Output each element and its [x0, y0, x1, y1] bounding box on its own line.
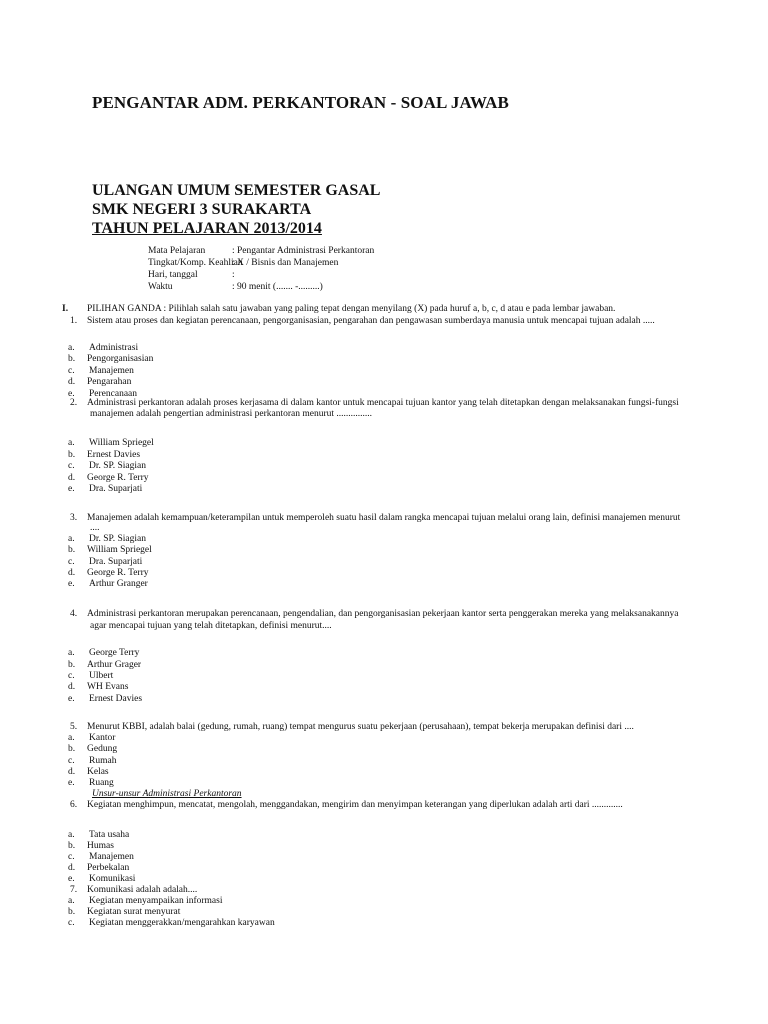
question-text: Komunikasi adalah adalah.... — [87, 885, 198, 895]
option-text: Rumah — [89, 756, 117, 766]
option-letter: d. — [68, 767, 76, 777]
option-letter: c. — [68, 557, 75, 567]
option-text: WH Evans — [87, 682, 129, 692]
option-letter: b. — [68, 841, 76, 851]
option-text: Komunikasi — [89, 874, 136, 884]
subheading: Unsur-unsur Administrasi Perkantoran — [92, 789, 242, 799]
option-letter: e. — [68, 778, 75, 788]
option-letter: a. — [68, 438, 75, 448]
option-letter: a. — [68, 534, 75, 544]
option-letter: d. — [68, 682, 76, 692]
question-number: 5. — [70, 722, 78, 732]
option-text: Kantor — [89, 733, 116, 743]
option-text: Manajemen — [89, 366, 134, 376]
option-letter: e. — [68, 484, 75, 494]
option-letter: a. — [68, 830, 75, 840]
option-text: Pengorganisasian — [87, 354, 154, 364]
option-text: Arthur Grager — [87, 660, 142, 670]
option-text: Dra. Suparjati — [89, 557, 143, 567]
option-letter: b. — [68, 450, 76, 460]
question-text: Sistem atau proses dan kegiatan perencanaan, pengorganisasian, pengarahan dan pengawasan sumberdaya manusia untuk mencapai tujuan adalah ..... — [87, 316, 655, 326]
option-text: Administrasi — [89, 343, 139, 353]
option-letter: b. — [68, 660, 76, 670]
option-text: Kelas — [87, 767, 109, 777]
option-text: George Terry — [89, 648, 140, 658]
question-number: 1. — [70, 316, 78, 326]
section-instruction: PILIHAN GANDA : Pilihlah salah satu jawaban yang paling tepat dengan menyilang (X) pada huruf a, b, c, d atau e pada lembar jawaban. — [87, 304, 616, 314]
info-row: Hari, tanggal : — [148, 270, 235, 280]
option-letter: a. — [68, 733, 75, 743]
question-text: Manajemen adalah kemampuan/keterampilan untuk memperoleh suatu hasil dalam rangka mencapai tujuan melalui orang lain, definisi manajemen menurut — [87, 513, 681, 523]
option-letter: b. — [68, 354, 76, 364]
question-text-continued: agar mencapai tujuan yang telah ditetapkan, definisi menurut.... — [90, 621, 332, 631]
option-text: Ernest Davies — [89, 694, 143, 704]
school-name: SMK NEGERI 3 SURAKARTA — [92, 201, 312, 218]
question-number: 3. — [70, 513, 78, 523]
option-text: Arthur Granger — [89, 579, 148, 589]
option-text: Ruang — [89, 778, 114, 788]
option-text: Kegiatan surat menyurat — [87, 907, 181, 917]
info-row: Tingkat/Komp. Keahlian: X / Bisnis dan Manajemen — [148, 258, 339, 268]
option-letter: c. — [68, 852, 75, 862]
option-letter: c. — [68, 756, 75, 766]
option-text: William Spriegel — [87, 545, 152, 555]
section-number: I. — [62, 304, 69, 314]
question-number: 4. — [70, 609, 78, 619]
option-letter: b. — [68, 907, 76, 917]
option-text: Manajemen — [89, 852, 134, 862]
option-letter: d. — [68, 863, 76, 873]
option-letter: e. — [68, 694, 75, 704]
option-text: George R. Terry — [87, 473, 149, 483]
question-text: Menurut KBBI, adalah balai (gedung, rumah, ruang) tempat mengurus suatu pekerjaan (perusahaan), tempat bekerja merupakan definisi dari .... — [87, 722, 634, 732]
option-text: Dr. SP. Siagian — [89, 461, 147, 471]
option-letter: e. — [68, 389, 75, 399]
option-letter: e. — [68, 579, 75, 589]
option-letter: a. — [68, 648, 75, 658]
option-text: Ernest Davies — [87, 450, 141, 460]
option-letter: b. — [68, 744, 76, 754]
option-text: Perbekalan — [87, 863, 130, 873]
option-letter: d. — [68, 377, 76, 387]
option-text: Kegiatan menyampaikan informasi — [89, 896, 223, 906]
option-text: Dr. SP. Siagian — [89, 534, 147, 544]
option-letter: b. — [68, 545, 76, 555]
question-number: 2. — [70, 398, 78, 408]
option-text: Gedung — [87, 744, 118, 754]
option-letter: d. — [68, 568, 76, 578]
document-title: PENGANTAR ADM. PERKANTORAN - SOAL JAWAB — [92, 93, 509, 112]
option-letter: c. — [68, 461, 75, 471]
option-text: Perencanaan — [89, 389, 137, 399]
question-text-continued: manajemen adalah pengertian administrasi perkantoran menurut ............... — [90, 409, 373, 419]
option-text: Pengarahan — [87, 377, 132, 387]
option-text: Kegiatan menggerakkan/mengarahkan karyawan — [89, 918, 275, 928]
info-row: Waktu : 90 menit (....... -.........) — [148, 282, 323, 292]
question-text: Kegiatan menghimpun, mencatat, mengolah, menggandakan, mengirim dan menyimpan keterangan yang diperlukan adalah arti dari ............. — [87, 800, 623, 810]
option-text: Humas — [87, 841, 114, 851]
option-text: George R. Terry — [87, 568, 149, 578]
option-letter: c. — [68, 671, 75, 681]
option-letter: a. — [68, 896, 75, 906]
question-number: 6. — [70, 800, 78, 810]
option-text: Tata usaha — [89, 830, 130, 840]
option-letter: d. — [68, 473, 76, 483]
question-number: 7. — [70, 885, 78, 895]
question-text: Administrasi perkantoran adalah proses kerjasama di dalam kantor untuk mencapai tujuan kantor yang telah ditetapkan dengan melaksanakan fungsi-fungsi — [87, 398, 679, 408]
option-text: Dra. Suparjati — [89, 484, 143, 494]
option-text: Ulbert — [89, 671, 114, 681]
question-text-continued: .... — [90, 523, 100, 533]
option-letter: c. — [68, 918, 75, 928]
academic-year: TAHUN PELAJARAN 2013/2014 — [92, 220, 322, 237]
exam-heading: ULANGAN UMUM SEMESTER GASAL — [92, 182, 381, 199]
option-letter: c. — [68, 366, 75, 376]
option-letter: e. — [68, 874, 75, 884]
info-row: Mata Pelajaran : Pengantar Administrasi Perkantoran — [148, 246, 375, 256]
option-letter: a. — [68, 343, 75, 353]
question-text: Administrasi perkantoran merupakan perencanaan, pengendalian, dan pengorganisasian pekerjaan kantor serta penggerakan mereka yang melaksanakannya — [87, 609, 679, 619]
option-text: William Spriegel — [89, 438, 154, 448]
